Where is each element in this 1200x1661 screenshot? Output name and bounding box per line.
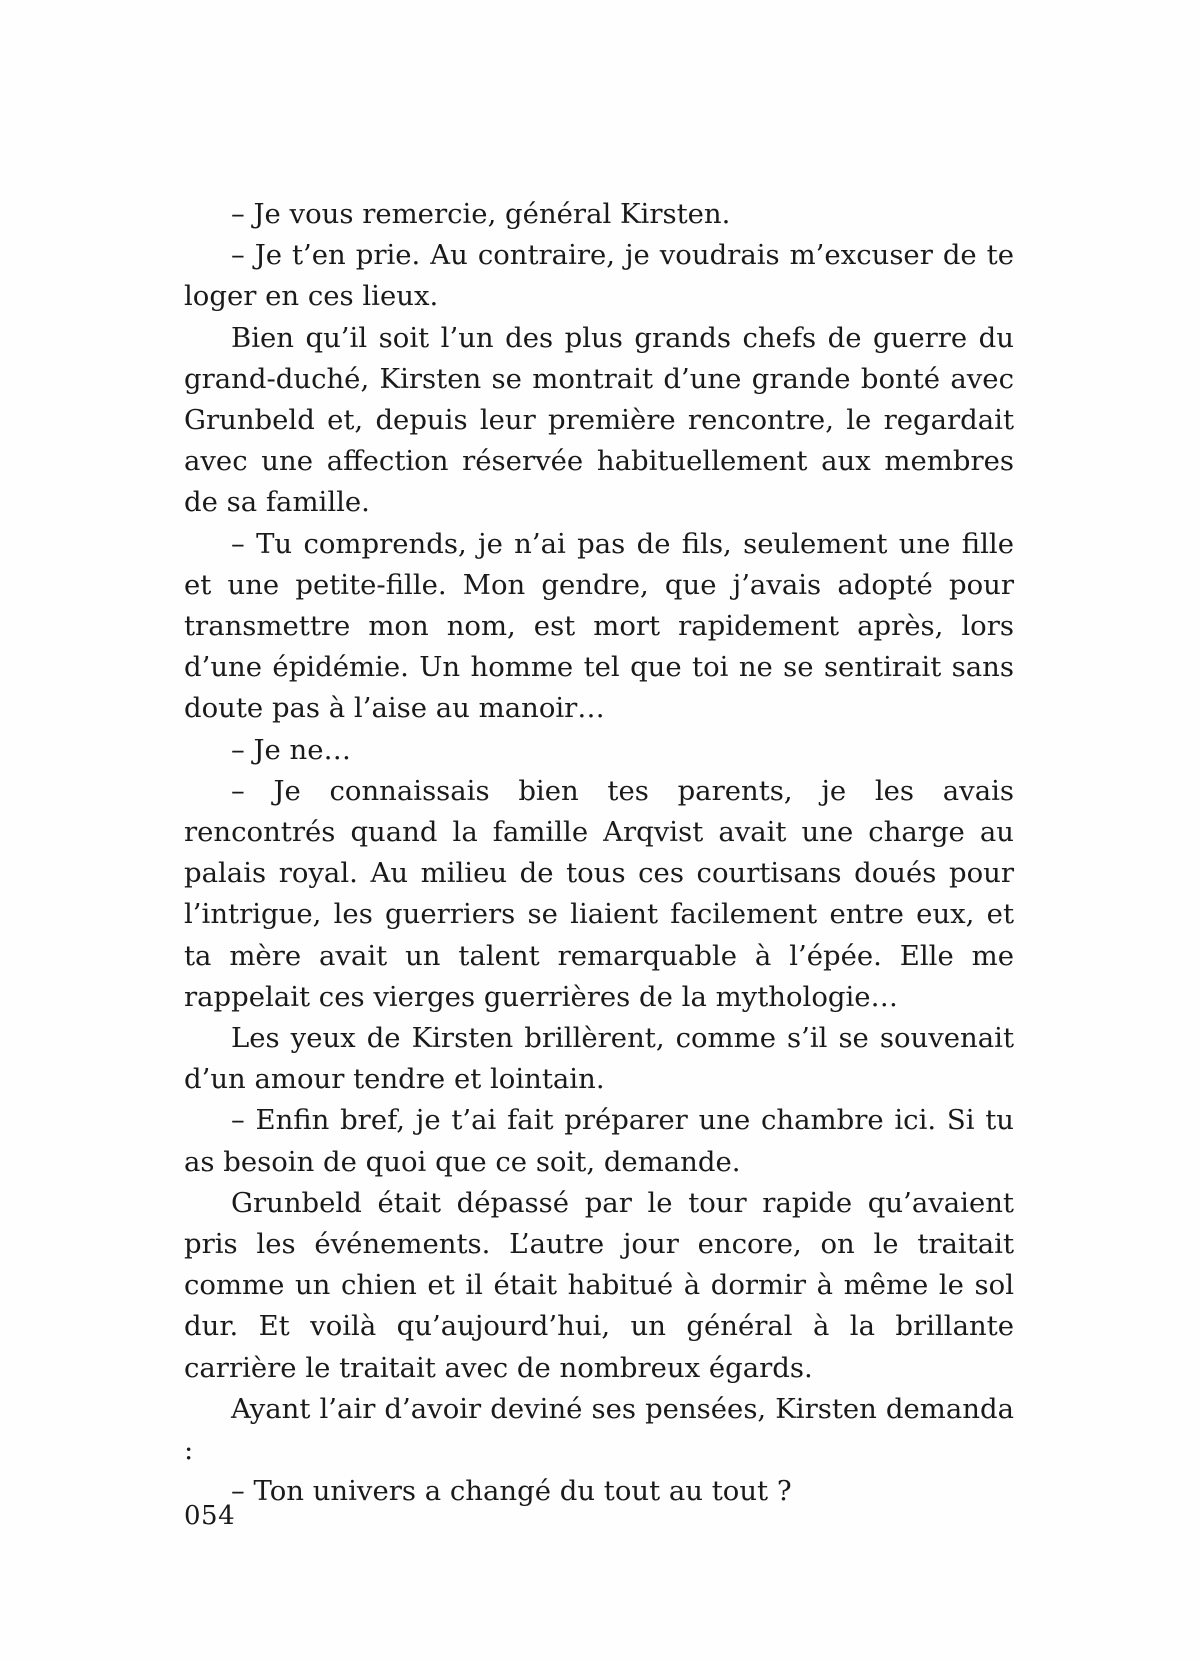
paragraph: – Je t’en prie. Au contraire, je voudrais m’excuser de te loger en ces lieux. <box>184 239 1014 313</box>
paragraph: – Enfin bref, je t’ai fait préparer une chambre ici. Si tu as besoin de quoi que ce soit, demande. <box>184 1104 1014 1178</box>
paragraph: Les yeux de Kirsten brillèrent, comme s’il se souvenait d’un amour tendre et lointain. <box>184 1022 1014 1096</box>
paragraph: – Je ne… <box>231 733 352 766</box>
paragraph: Grunbeld était dépassé par le tour rapide qu’avaient pris les événements. L’autre jour encore, on le traitait comme un chien et il était habitué à dormir à même le sol dur. Et voilà qu’aujourd’hui, un général à la brillante carrière le traitait avec de nombreux égards. <box>184 1186 1014 1384</box>
paragraph: – Tu comprends, je n’ai pas de fils, seulement une fille et une petite-fille. Mon gendre, que j’avais adopté pour transmettre mon nom, est mort rapidement après, lors d’une épidémie. Un homme tel que toi ne se sentirait sans doute pas à l’aise au manoir… <box>184 527 1014 725</box>
paragraph: – Je vous remercie, général Kirsten. <box>231 198 731 230</box>
body-text <box>184 194 1014 1513</box>
paragraph: Bien qu’il soit l’un des plus grands chefs de guerre du grand-duché, Kirsten se montrait d’une grande bonté avec Grunbeld et, depuis leur première rencontre, le regardait avec une affection réservée habituellement aux membres de sa famille. <box>184 321 1014 519</box>
paragraph: – Je connaissais bien tes parents, je les avais rencontrés quand la famille Arqvist avait une charge au palais royal. Au milieu de tous ces courtisans doués pour l’intrigue, les guerriers se liaient facilement entre eux, et ta mère avait un talent remarquable à l’épée. Elle me rappelait ces vierges guerrières de la mythologie… <box>184 774 1014 1013</box>
paragraph: Ayant l’air d’avoir deviné ses pensées, Kirsten demanda : <box>184 1392 1014 1467</box>
paragraph: – Ton univers a changé du tout au tout ? <box>231 1475 792 1508</box>
page-number: 054 <box>184 1501 236 1531</box>
